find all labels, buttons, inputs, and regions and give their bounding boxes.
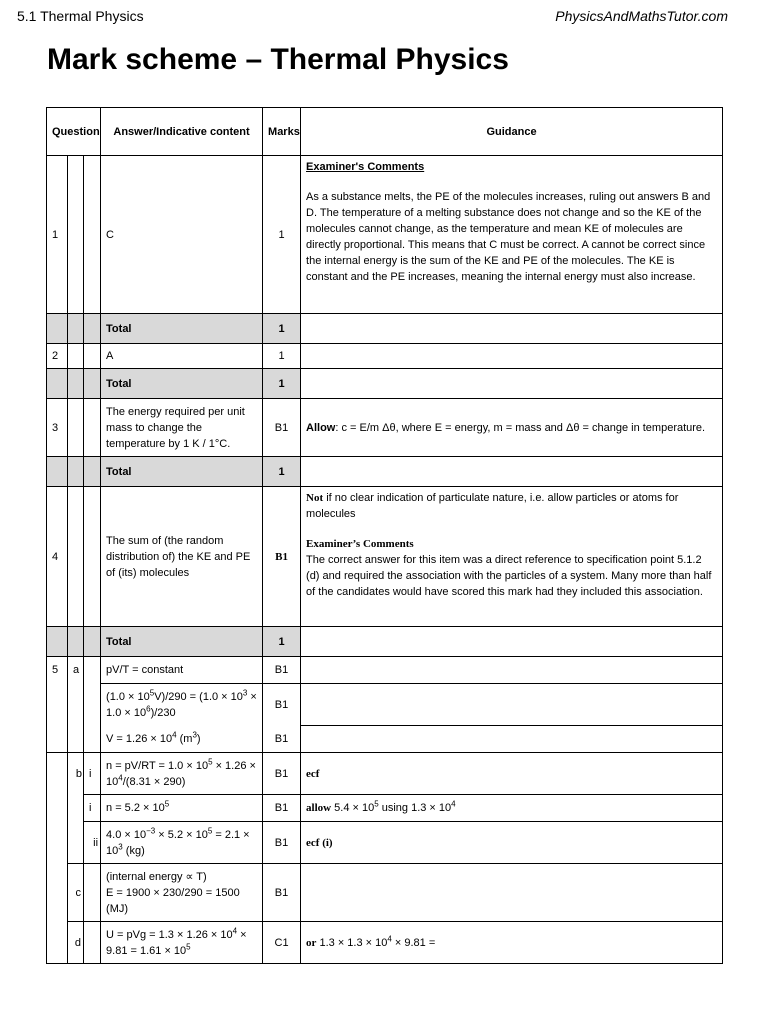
marks-cell: B1 — [263, 822, 301, 864]
total-row — [47, 314, 723, 344]
answer-cell: $(1.0 \times 10^5V)/290 = (1.0 \times 10^3 \times 1.0 \times 10^6)/230$ — [101, 684, 263, 726]
table-header-row — [47, 108, 723, 156]
answer-cell: U = pVg = $1.3 \times 1.26 \times 10^4 \times 9.81 = 1.61 \times 10^5$ — [101, 922, 263, 964]
subpart-label: ii — [84, 822, 101, 864]
marks-cell: B1 — [263, 864, 301, 922]
col-header-answer: Answer/Indicative content — [101, 108, 263, 156]
examiners-comments-heading: Examiner’s Comments — [306, 538, 414, 550]
total-row — [47, 627, 723, 657]
question-number: 4 — [47, 487, 68, 627]
marks-cell: B1 — [263, 657, 301, 684]
total-row — [47, 369, 723, 399]
answer-prefix: n = 5.2 × 10 — [106, 802, 165, 814]
total-label: Total — [101, 457, 263, 487]
table-row — [47, 922, 723, 964]
table-row — [47, 795, 723, 822]
allow-label: Allow — [306, 421, 336, 434]
guidance-cell: ecf (i) — [301, 822, 723, 864]
guidance-cell: or $1.3 \times 1.3 \times 10^4 \times 9.81$ = — [301, 922, 723, 964]
marks-cell: B1 — [263, 487, 301, 627]
guidance-text: : c = E/m Δθ, where E = energy, m = mass and Δθ = change in temperature. — [335, 421, 706, 434]
or-label: or — [306, 936, 317, 949]
answer-cell: $n = pV/RT = 1.0 \times 10^5 \times 1.26 \times 10^4/(8.31 \times 290)$ — [101, 753, 263, 795]
table-row — [47, 684, 723, 726]
question-number: 1 — [47, 156, 68, 314]
marks-cell: B1 — [263, 684, 301, 726]
answer-cell: pV/T = constant — [101, 657, 263, 684]
total-marks: 1 — [263, 627, 301, 657]
guidance-cell: ecf — [301, 753, 723, 795]
subpart-label: i — [84, 753, 101, 795]
marks-cell: 1 — [263, 344, 301, 369]
total-label: Total — [101, 627, 263, 657]
marks-cell: C1 — [263, 922, 301, 964]
table-row — [47, 344, 723, 369]
marks-cell: B1 — [263, 795, 301, 822]
table-row — [47, 399, 723, 457]
total-row — [47, 457, 723, 487]
answer-line: (internal energy ∝ T) — [106, 870, 207, 883]
page-header-right: PhysicsAndMathsTutor.com — [555, 8, 728, 24]
examiners-comments-text: As a substance melts, the PE of the molecules increases, ruling out answers B and D. The temperature of a melting substance does not change and so the KE of the molecules cannot change, as the temperature and mean KE of molecules are directly proportional. This means that C must be correct. A cannot be correct since the internal energy is the sum of the KE and PE of the molecules. The KE is constant and the PE increases, meaning the internal energy must also increase. — [306, 191, 711, 283]
table-row — [47, 822, 723, 864]
total-label: Total — [101, 369, 263, 399]
col-header-marks: Marks — [263, 108, 301, 156]
guidance-cell — [301, 399, 723, 457]
mark-scheme-table — [46, 107, 723, 964]
col-header-guidance: Guidance — [301, 108, 723, 156]
table-row — [47, 487, 723, 627]
table-row — [47, 864, 723, 922]
answer-cell: $V = 1.26 \times 10^4$ $(m^3)$ — [101, 726, 263, 753]
table-row — [47, 753, 723, 795]
total-marks: 1 — [263, 369, 301, 399]
page-title: Mark scheme – Thermal Physics — [47, 43, 509, 76]
answer-cell: The sum of (the random distribution of) the KE and PE of (its) molecules — [101, 487, 263, 627]
part-label: d — [68, 922, 84, 964]
table-row — [47, 726, 723, 753]
part-label: a — [68, 657, 84, 684]
table-row — [47, 156, 723, 314]
part-label: c — [68, 864, 84, 922]
answer-cell: A — [101, 344, 263, 369]
total-marks: 1 — [263, 314, 301, 344]
question-number: 3 — [47, 399, 68, 457]
marks-cell: B1 — [263, 726, 301, 753]
question-number: 5 — [47, 657, 68, 684]
question-number: 2 — [47, 344, 68, 369]
answer-cell: $4.0 \times 10^{-3} \times 5.2 \times 10^5 = 2.1 \times 10^3$ (kg) — [101, 822, 263, 864]
answer-cell — [101, 864, 263, 922]
col-header-question: Question — [47, 108, 101, 156]
answer-cell: C — [101, 156, 263, 314]
guidance-cell — [301, 156, 723, 314]
answer-line: E = 1900 × 230/290 = 1500 (MJ) — [106, 886, 240, 915]
page-header-left: 5.1 Thermal Physics — [17, 8, 144, 24]
guidance-cell — [301, 487, 723, 627]
examiners-comments-text: The correct answer for this item was a direct reference to specification point 5.1.2 (d) and required the association with the particles of a system. Many more than half of the candidates would have scored this mark had they included this association. — [306, 554, 712, 598]
total-label: Total — [101, 314, 263, 344]
part-label: b — [68, 753, 84, 795]
marks-cell: B1 — [263, 399, 301, 457]
table-row — [47, 657, 723, 684]
allow-label: allow — [306, 802, 332, 814]
examiners-comments-heading: Examiner's Comments — [306, 161, 425, 173]
marks-cell: 1 — [263, 156, 301, 314]
not-label: Not — [306, 492, 324, 504]
subpart-label: i — [84, 795, 101, 822]
not-text: if no clear indication of particulate nature, i.e. allow particles or atoms for molecules — [306, 492, 679, 520]
answer-cell: The energy required per unit mass to change the temperature by 1 K / 1°C. — [101, 399, 263, 457]
marks-cell: B1 — [263, 753, 301, 795]
guidance-cell: allow $5.4 \times 10^5$ using $1.3 \times 10^4$ — [301, 795, 723, 822]
answer-cell: $n = 5.2 \times 10^5$ — [101, 795, 263, 822]
total-marks: 1 — [263, 457, 301, 487]
